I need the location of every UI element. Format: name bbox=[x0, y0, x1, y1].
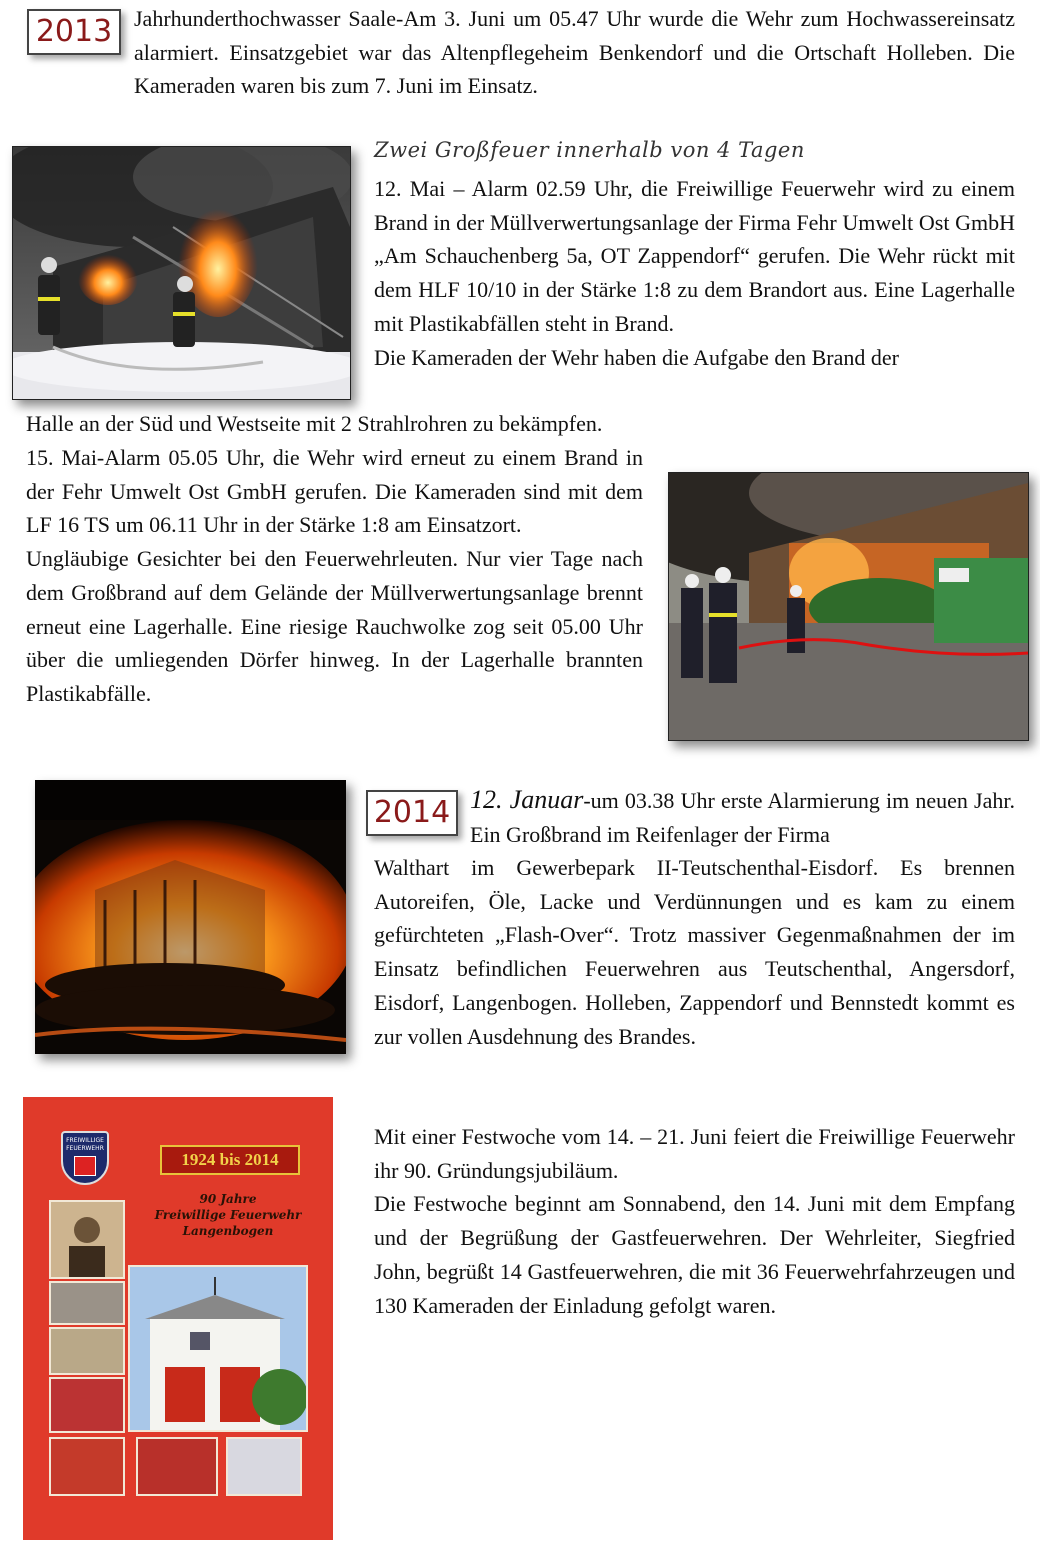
tire-fire-intro bbox=[470, 783, 1015, 851]
festwoche-text bbox=[374, 1120, 1015, 1322]
fire2-paragraph-2: Ungläubige Gesichter bei den Feuerwehrleuten. Nur vier Tage nach dem Großbrand auf dem Gelände der Müllverwertungsanlage brennt erneut eine Lagerhalle. Eine riesige Rauchwolke zog seit 05.00 Uhr über die umliegenden Dörfer hinweg. In der Lagerhalle brannten Plastikabfälle. bbox=[26, 546, 643, 706]
tire-fire-intro-rest: -um 03.38 Uhr erste Alarmierung im neuen Jahr. Ein Großbrand im Reifenlager der Firma bbox=[470, 788, 1015, 847]
section-subtitle: Zwei Großfeuer innerhalb von 4 Tagen bbox=[374, 138, 805, 162]
poster-vintage-photo-2 bbox=[49, 1327, 125, 1375]
poster-line-1: 90 Jahre bbox=[199, 1192, 257, 1206]
poster-vintage-photo-1 bbox=[49, 1281, 125, 1325]
year-badge-2013: 2013 bbox=[27, 9, 121, 55]
poster-fire-truck-photo-4 bbox=[226, 1437, 302, 1496]
photo-hall-fire-may15 bbox=[668, 472, 1029, 741]
badge-line-2: FEUERWEHR bbox=[66, 1145, 104, 1152]
badge-line-1: FREIWILLIGE bbox=[66, 1137, 104, 1144]
poster-fire-truck-photo-3 bbox=[136, 1437, 218, 1496]
poster-fire-truck-photo-1 bbox=[49, 1377, 125, 1433]
fire1-text bbox=[374, 172, 1015, 374]
poster-line-2: Freiwillige Feuerwehr bbox=[154, 1208, 302, 1222]
fire2-text bbox=[26, 441, 643, 711]
photo-warehouse-fire-may12 bbox=[12, 146, 351, 400]
fire2-paragraph-1: 15. Mai-Alarm 05.05 Uhr, die Wehr wird erneut zu einem Brand in der Fehr Umwelt Ost GmbH gerufen. Die Kameraden sind mit dem LF 16 TS um 06.11 Uhr in der Stärke 1:8 am Einsatzort. bbox=[26, 445, 643, 538]
poster-line-3: Langenbogen bbox=[182, 1224, 274, 1238]
fire1-line-b: Halle an der Süd und Westseite mit 2 Strahlrohren zu bekämpfen. bbox=[26, 411, 603, 436]
fire1-line-a: Die Kameraden der Wehr haben die Aufgabe den Brand der bbox=[374, 344, 899, 370]
poster-years: 1924 bis 2014 bbox=[160, 1145, 300, 1175]
flood-paragraph: Jahrhunderthochwasser Saale-Am 3. Juni um 05.47 Uhr wurde die Wehr zum Hochwassereinsatz alarmiert. Einsatzgebiet war das Altenpflegeheim Benkendorf und die Ortschaft Holleben. Die Kameraden waren bis zum 7. Juni im Einsatz. bbox=[134, 6, 1015, 99]
festwoche-paragraph-2: Die Festwoche beginnt am Sonnabend, den 14. Juni mit dem Empfang und der Begrüßung der Gastfeuerwehren. Der Wehrleiter, Siegfried John, begrüßt 14 Gastfeuerwehren, die mit 36 Feuerwehrfahrzeugen und 130 Kameraden der Einladung gefolgt waren. bbox=[374, 1191, 1015, 1318]
anniversary-poster bbox=[23, 1097, 333, 1540]
fire-department-badge bbox=[61, 1131, 109, 1185]
poster-fire-truck-photo-2 bbox=[49, 1437, 125, 1496]
festwoche-paragraph-1: Mit einer Festwoche vom 14. – 21. Juni feiert die Freiwillige Feuerwehr ihr 90. Gründungsjubiläum. bbox=[374, 1124, 1015, 1183]
photo-tire-fire-night bbox=[35, 780, 346, 1054]
year-badge-2014: 2014 bbox=[366, 790, 458, 836]
poster-title bbox=[143, 1191, 313, 1239]
badge-emblem bbox=[74, 1156, 96, 1176]
fire1-paragraph: 12. Mai – Alarm 02.59 Uhr, die Freiwillige Feuerwehr wird zu einem Brand in der Müllverwertungsanlage der Firma Fehr Umwelt Ost GmbH „Am Schauchenberg 5a, OT Zappendorf“ gerufen. Die Wehr rückt mit dem HLF 10/10 in der Stärke 1:8 zu dem Brandort aus. Eine Lagerhalle mit Plastikabfällen steht in Brand. bbox=[374, 176, 1015, 336]
poster-building-photo bbox=[128, 1265, 308, 1432]
tire-fire-body: Walthart im Gewerbepark II-Teutschenthal-Eisdorf. Es brennen Autoreifen, Öle, Lacke und Verdünnungen und es kam zu einem gefürchteten „Flash-Over“. Trotz massiver Gegenmaßnahmen der im Einsatz befindlichen Feuerwehren aus Teutschenthal, Angersdorf, Eisdorf, Langenbogen. Holleben, Zappendorf und Bennstedt kommt es zur vollen Ausdehnung des Brandes. bbox=[374, 855, 1015, 1049]
date-12-januar: 12. Januar bbox=[470, 785, 584, 814]
poster-portrait-photo bbox=[49, 1200, 125, 1279]
